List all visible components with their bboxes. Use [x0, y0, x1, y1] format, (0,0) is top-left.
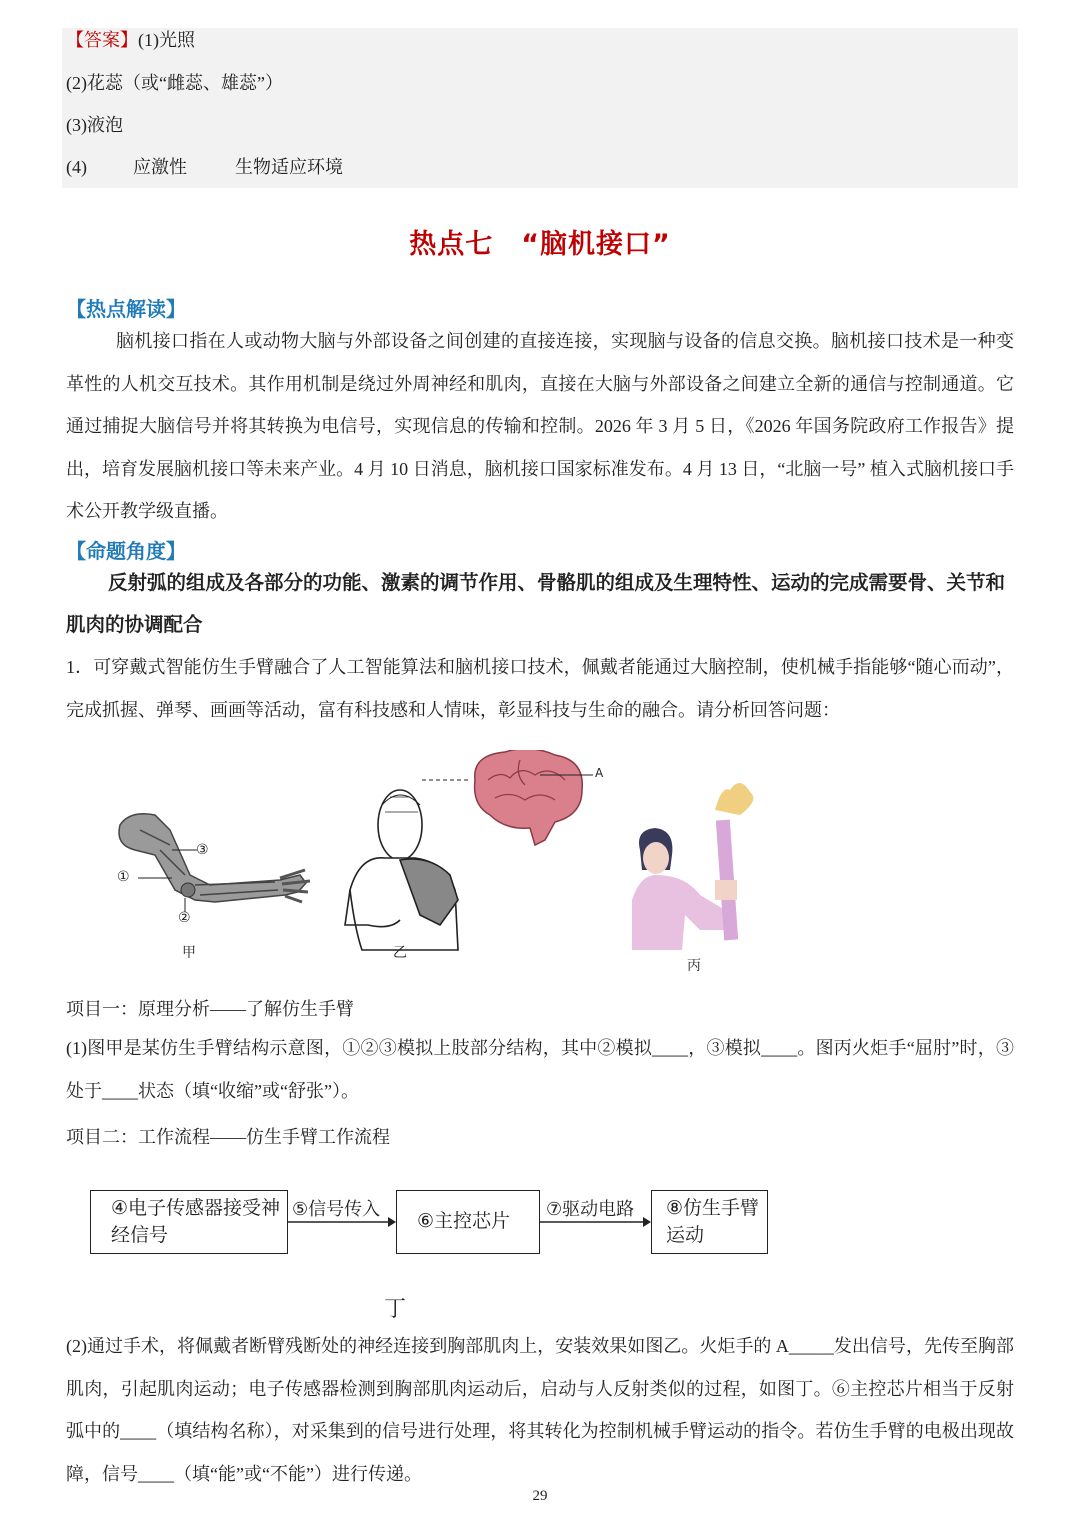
figure-group	[100, 750, 800, 980]
flow-box-sensor: ④电子传感器接受神经信号	[90, 1190, 288, 1254]
hot-reading-text: 脑机接口指在人或动物大脑与外部设备之间创建的直接连接，实现脑与设备的信息交换。脑机接口技术是一种变革性的人机交互技术。其作用机制是绕过外周神经和肌肉，直接在大脑与外部设备之间建立全新的通信与控制通道。它通过捕捉大脑信号并将其转换为电信号，实现信息的传输和控制。2026 年 3 月 5 日，《2026 年国务院政府工作报告》提出，培育发展脑机接口等未来产业。4 月 10 日消息，脑机接口国家标准发布。4 月 13 日，“北脑一号” 植入式脑机接口手术公开教学级直播。	[66, 331, 1014, 521]
answer-line-3: (3)液泡	[66, 115, 123, 135]
robot-arm-figure	[119, 814, 310, 912]
answer-4-b: 生物适应环境	[235, 157, 343, 177]
answer-line-4	[66, 155, 343, 179]
flow-label-drive: ⑦驱动电路	[546, 1199, 635, 1220]
figure-label-yi: 乙	[393, 945, 407, 961]
angle-text: 反射弧的组成及各部分的功能、激素的调节作用、骨骼肌的组成及生理特性、运动的完成需要骨、关节和肌肉的协调配合	[66, 571, 1006, 636]
question-stem: 1．可穿戴式智能仿生手臂融合了人工智能算法和脑机接口技术，佩戴者能通过大脑控制，使机械手指能够“随心而动”，完成抓握、弹琴、画画等活动，富有科技感和人情味，彰显科技与生命的融合。请分析回答问题：	[66, 657, 1014, 720]
flow-box-chip: ⑥主控芯片	[396, 1190, 540, 1254]
hot-reading-heading: 【热点解读】	[66, 297, 186, 321]
figure-label-jia: 甲	[182, 945, 196, 961]
marker-2: ②	[178, 910, 191, 926]
figure-label-bing: 丙	[687, 958, 701, 974]
project-2-title: 项目二：工作流程——仿生手臂工作流程	[66, 1127, 390, 1147]
marker-3: ③	[196, 842, 209, 858]
answer-tag: 【答案】	[66, 30, 138, 50]
answer-line-1	[66, 28, 195, 52]
flow-arrows	[288, 1210, 653, 1230]
torchbearer-figure	[632, 783, 753, 950]
project-1-title: 项目一：原理分析——了解仿生手臂	[66, 999, 354, 1019]
marker-1: ①	[117, 869, 130, 885]
amputee-figure	[345, 780, 470, 950]
brain-figure	[475, 750, 593, 845]
flow-box-arm: ⑧仿生手臂运动	[651, 1190, 768, 1254]
answer-line-2: (2)花蕊（或“雌蕊、雄蕊”）	[66, 73, 283, 93]
angle-heading: 【命题角度】	[66, 539, 186, 563]
answer-4-a: 应激性	[133, 157, 187, 177]
answer-1: (1)光照	[138, 30, 195, 50]
question-part-2: (2)通过手术，将佩戴者断臂残断处的神经连接到胸部肌肉上，安装效果如图乙。火炬手的 A_____发出信号，先传至胸部肌肉，引起肌肉运动；电子传感器检测到胸部肌肉运动后，启动与人反射类似的过程，如图丁。⑥主控芯片相当于反射弧中的____（填结构名称），对采集到的信号进行处理，将其转化为控制机械手臂运动的指令。若仿生手臂的电极出现故障，信号____（填“能”或“不能”）进行传递。	[66, 1336, 1014, 1484]
flow-label-input: ⑤信号传入	[292, 1199, 381, 1220]
question-part-1: (1)图甲是某仿生手臂结构示意图，①②③模拟上肢部分结构，其中②模拟____，③模拟____。图丙火炬手“屈肘”时，③处于____状态（填“收缩”或“舒张”）。	[66, 1038, 1014, 1101]
section-title: 热点七 “脑机接口”	[409, 229, 671, 260]
answer-4-num: (4)	[66, 157, 87, 177]
flow-caption: 丁	[384, 1296, 407, 1321]
brain-label-a: A	[595, 766, 604, 780]
page-number: 29	[532, 1488, 548, 1504]
